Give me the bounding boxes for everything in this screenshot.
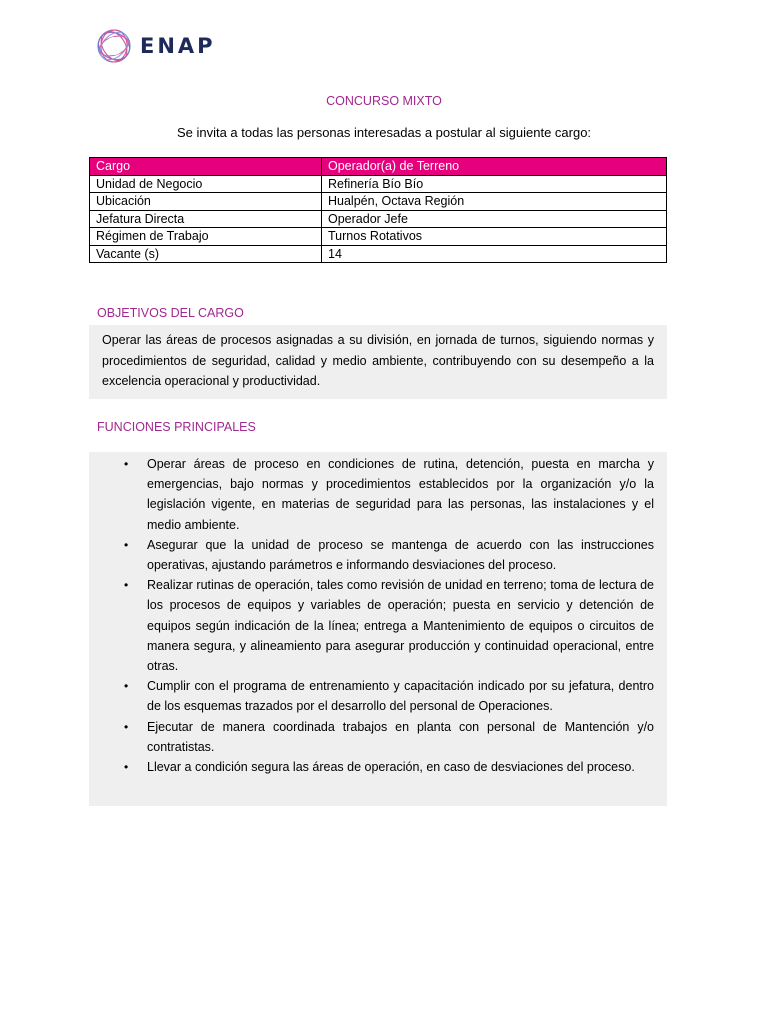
objetivos-box xyxy=(89,325,667,399)
bullet: • xyxy=(124,760,129,775)
list-item-text: Asegurar que la unidad de proceso se mantenga de acuerdo con las instrucciones operativas, ajustando parámetros e informando desviaciones del proceso. xyxy=(147,537,654,573)
table-cell: Ubicación xyxy=(90,193,322,211)
list-item xyxy=(116,676,654,716)
table-cell: Unidad de Negocio xyxy=(90,175,322,193)
list-item-text: Cumplir con el programa de entrenamiento y capacitación indicado por su jefatura, dentro de los esquemas trazados por el desarrollo del personal de Operaciones. xyxy=(147,679,654,714)
table-cell: Refinería Bío Bío xyxy=(322,175,667,193)
bullet: • xyxy=(124,679,129,694)
table-row xyxy=(90,210,667,228)
table-cell: Vacante (s) xyxy=(90,245,322,263)
table-cell: Jefatura Directa xyxy=(90,210,322,228)
table-row xyxy=(90,228,667,246)
bullet: • xyxy=(124,457,129,471)
table-cell: 14 xyxy=(322,245,667,263)
list-item xyxy=(116,575,654,676)
table-row xyxy=(90,245,667,263)
funciones-list xyxy=(116,454,654,777)
list-item-text: Operar áreas de proceso en condiciones de rutina, detención, puesta en marcha y emergencias, bajo normas y procedimientos establecidos por la organización y/o la legislación vigente, en materias de seguridad para las personas, las instalaciones y el medio ambiente. xyxy=(147,457,654,532)
position-info-table xyxy=(89,157,667,263)
logo-wordmark: ENAP xyxy=(140,34,216,58)
table-cell: Régimen de Trabajo xyxy=(90,228,322,246)
table-cell: Operador Jefe xyxy=(322,210,667,228)
page-title: CONCURSO MIXTO xyxy=(326,94,442,108)
objetivos-text: Operar las áreas de procesos asignadas a su división, en jornada de turnos, siguiendo normas y procedimientos de seguridad, calidad y medio ambiente, contribuyendo con su desempeño a la excelencia operacional y productividad. xyxy=(102,333,654,388)
table-cell: Hualpén, Octava Región xyxy=(322,193,667,211)
funciones-heading: FUNCIONES PRINCIPALES xyxy=(97,420,256,434)
objetivos-heading: OBJETIVOS DEL CARGO xyxy=(97,306,244,320)
bullet: • xyxy=(124,537,129,552)
table-row xyxy=(90,193,667,211)
table-cell: Turnos Rotativos xyxy=(322,228,667,246)
table-header-row xyxy=(90,158,667,176)
bullet: • xyxy=(124,719,129,734)
list-item xyxy=(116,757,654,777)
funciones-box xyxy=(89,452,667,806)
table-cell: Operador(a) de Terreno xyxy=(322,158,667,176)
list-item xyxy=(116,717,654,757)
invitation-text: Se invita a todas las personas interesadas a postular al siguiente cargo: xyxy=(176,125,592,140)
list-item xyxy=(116,535,654,575)
list-item-text: Realizar rutinas de operación, tales como revisión de unidad en terreno; toma de lectura de los procesos de equipos y variables de operación; puesta en servicio y detención de equipos según indicación de la línea; entrega a Mantenimiento de equipos o circuitos de manera segura, y alineamiento para asegurar producción y continuidad operacional, entre otras. xyxy=(147,578,654,674)
bullet: • xyxy=(124,578,129,593)
enap-logo-icon xyxy=(96,28,132,64)
list-item-text: Llevar a condición segura las áreas de operación, en caso de desviaciones del proceso. xyxy=(147,760,635,775)
table-cell: Cargo xyxy=(90,158,322,176)
enap-logo xyxy=(96,26,216,66)
list-item xyxy=(116,454,654,535)
list-item-text: Ejecutar de manera coordinada trabajos en planta con personal de Mantención y/o contratistas. xyxy=(147,719,654,754)
table-row xyxy=(90,175,667,193)
